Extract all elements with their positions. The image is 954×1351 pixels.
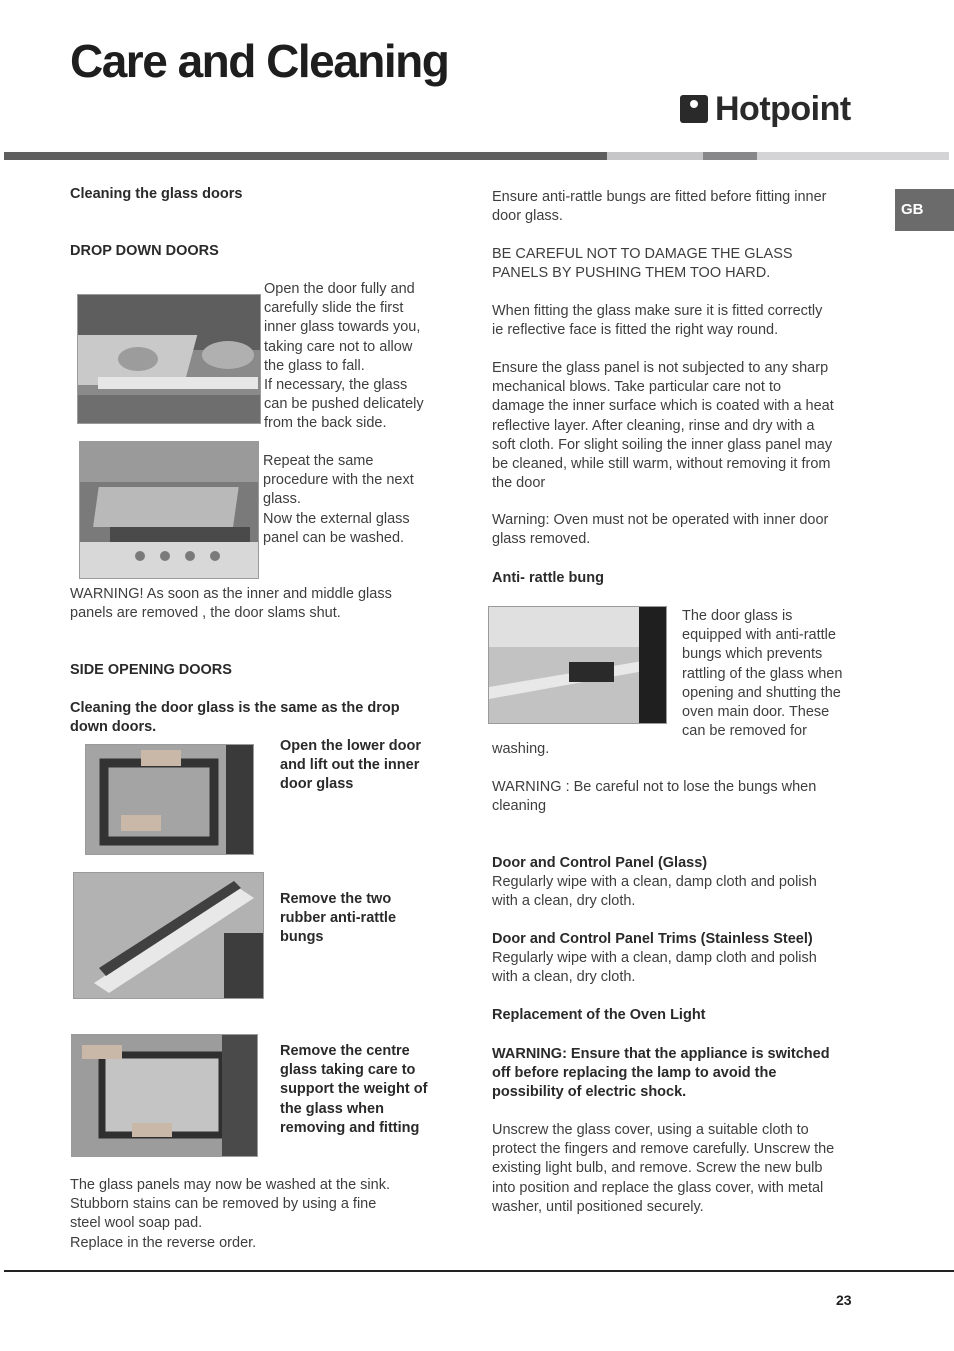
text-line: with a clean, dry cloth. [492, 969, 636, 986]
fit-bungs-note [492, 188, 827, 226]
side-opening-doors-heading: SIDE OPENING DOORS [70, 662, 232, 678]
text-line: panel can be washed. [263, 529, 405, 546]
text-line: Remove the two [280, 891, 392, 907]
footer-rule [4, 1270, 954, 1272]
side-step2-text [280, 890, 396, 948]
oven-door-glass-slide-photo [77, 294, 261, 424]
page-title: Care and Cleaning [70, 35, 449, 87]
text-line: washer, until positioned securely. [492, 1198, 704, 1215]
side-step3-text [280, 1042, 427, 1138]
text-line: down doors. [70, 719, 157, 736]
text-line: damage the inner surface which is coated with a heat [492, 398, 834, 415]
drop-step2-text [263, 452, 414, 548]
next-glass-removal-photo [79, 441, 259, 579]
brand-name: Hotpoint [715, 90, 851, 128]
text-line: cleaning [492, 798, 547, 815]
oven-light-instructions [492, 1121, 834, 1217]
text-line: Unscrew the glass cover, using a suitable cloth to [492, 1122, 809, 1138]
header-bar-light-1 [607, 152, 703, 160]
oven-operation-warning [492, 511, 828, 549]
bung-warning [492, 778, 816, 816]
text-line: bungs [280, 929, 324, 946]
bung-description [682, 607, 842, 741]
text-line: protect the fingers and remove carefully. Unscrew the [492, 1141, 835, 1158]
text-line: equipped with anti-rattle [682, 627, 836, 644]
side-step1-text [280, 737, 421, 795]
text-line: be cleaned, while still warm, without removing it from [492, 456, 831, 473]
text-line: Cleaning the door glass is the same as the drop [70, 700, 400, 716]
text-line: the glass when [280, 1100, 384, 1117]
drop-down-doors-heading: DROP DOWN DOORS [70, 243, 219, 259]
section-heading-glass-doors: Cleaning the glass doors [70, 186, 243, 202]
text-line: taking care not to allow [264, 338, 413, 355]
text-line: Ensure the glass panel is not subjected to any sharp [492, 360, 829, 376]
text-line: BE CAREFUL NOT TO DAMAGE THE GLASS [492, 246, 793, 262]
text-line: support the weight of [280, 1081, 428, 1098]
bung-description-end: washing. [492, 741, 550, 757]
text-line: reflective layer. After cleaning, rinse and dry with a [492, 417, 815, 434]
page-number: 23 [836, 1292, 852, 1308]
text-line: inner glass towards you, [264, 319, 421, 336]
text-line: removing and fitting [280, 1119, 420, 1136]
brand-logo [680, 92, 851, 126]
text-line: Ensure anti-rattle bungs are fitted before fitting inner [492, 189, 827, 205]
glass-panel-care-text [492, 359, 834, 493]
text-line: glass removed. [492, 531, 591, 548]
text-line: panels are removed , the door slams shut. [70, 605, 341, 622]
glass-panel-section [492, 854, 817, 912]
text-line: Remove the centre [280, 1043, 410, 1059]
oven-light-heading: Replacement of the Oven Light [492, 1007, 706, 1023]
text-line: glass. [263, 491, 301, 508]
glass-panel-heading: Door and Control Panel (Glass) [492, 855, 708, 871]
text-line: off before replacing the lamp to avoid the [492, 1065, 777, 1082]
text-line: oven main door. These [682, 704, 830, 721]
text-line: steel wool soap pad. [70, 1215, 203, 1232]
header-bar-dark [4, 152, 607, 160]
text-line: ie reflective face is fitted the right way round. [492, 322, 779, 339]
text-line: glass taking care to [280, 1062, 416, 1079]
text-line: The door glass is [682, 608, 793, 624]
final-instructions-text [70, 1176, 390, 1253]
text-line: the glass to fall. [264, 357, 365, 374]
side-intro-text [70, 699, 400, 737]
text-line: rubber anti-rattle [280, 910, 397, 927]
text-line: rattling of the glass when [682, 665, 843, 682]
text-line: can be removed for [682, 723, 807, 740]
text-line: WARNING: Ensure that the appliance is switched [492, 1046, 830, 1062]
drop-step1-text [264, 280, 424, 434]
fitting-note [492, 302, 822, 340]
text-line: Replace in the reverse order. [70, 1234, 257, 1251]
text-line: possibility of electric shock. [492, 1084, 687, 1101]
anti-rattle-bung-closeup-photo [488, 606, 667, 724]
text-line: the door [492, 475, 546, 492]
text-line: Regularly wipe with a clean, damp cloth and polish [492, 950, 817, 967]
language-tab: GB [895, 189, 954, 231]
text-line: with a clean, dry cloth. [492, 893, 636, 910]
text-line: If necessary, the glass [264, 377, 408, 394]
text-line: Now the external glass [263, 510, 410, 527]
text-line: bungs which prevents [682, 646, 823, 663]
text-line: PANELS BY PUSHING THEM TOO HARD. [492, 265, 771, 282]
text-line: from the back side. [264, 415, 387, 432]
centre-glass-removal-photo [71, 1034, 258, 1157]
text-line: into position and replace the glass cover, with metal [492, 1179, 824, 1196]
oven-light-warning [492, 1045, 830, 1103]
text-line: Warning: Oven must not be operated with inner door [492, 512, 829, 528]
text-line: can be pushed delicately [264, 396, 424, 413]
anti-rattle-bung-heading: Anti- rattle bung [492, 570, 604, 586]
text-line: Open the lower door [280, 738, 421, 754]
header-bar-mid [703, 152, 757, 160]
text-line: Open the door fully and [264, 281, 415, 297]
careful-glass-warning [492, 245, 793, 283]
text-line: WARNING : Be careful not to lose the bungs when [492, 779, 817, 795]
text-line: door glass. [492, 208, 563, 225]
text-line: procedure with the next [263, 472, 414, 489]
text-line: Stubborn stains can be removed by using a fine [70, 1196, 377, 1213]
text-line: door glass [280, 776, 354, 793]
header-bar-light-2 [757, 152, 949, 160]
hotpoint-logo-icon [680, 95, 708, 123]
stainless-trims-section [492, 930, 817, 988]
text-line: The glass panels may now be washed at the sink. [70, 1177, 390, 1193]
text-line: soft cloth. For slight soiling the inner glass panel may [492, 436, 833, 453]
text-line: When fitting the glass make sure it is fitted correctly [492, 303, 823, 319]
text-line: existing light bulb, and remove. Screw the new bulb [492, 1160, 823, 1177]
drop-warning-text [70, 585, 392, 623]
text-line: Regularly wipe with a clean, damp cloth and polish [492, 874, 817, 891]
lower-door-inner-glass-photo [85, 744, 254, 855]
text-line: opening and shutting the [682, 684, 841, 701]
stainless-trims-heading: Door and Control Panel Trims (Stainless Steel) [492, 931, 813, 947]
text-line: mechanical blows. Take particular care not to [492, 379, 782, 396]
text-line: carefully slide the first [264, 300, 404, 317]
text-line: WARNING! As soon as the inner and middle glass [70, 586, 392, 602]
anti-rattle-bungs-photo [73, 872, 264, 999]
text-line: Repeat the same [263, 453, 374, 469]
text-line: and lift out the inner [280, 757, 420, 774]
